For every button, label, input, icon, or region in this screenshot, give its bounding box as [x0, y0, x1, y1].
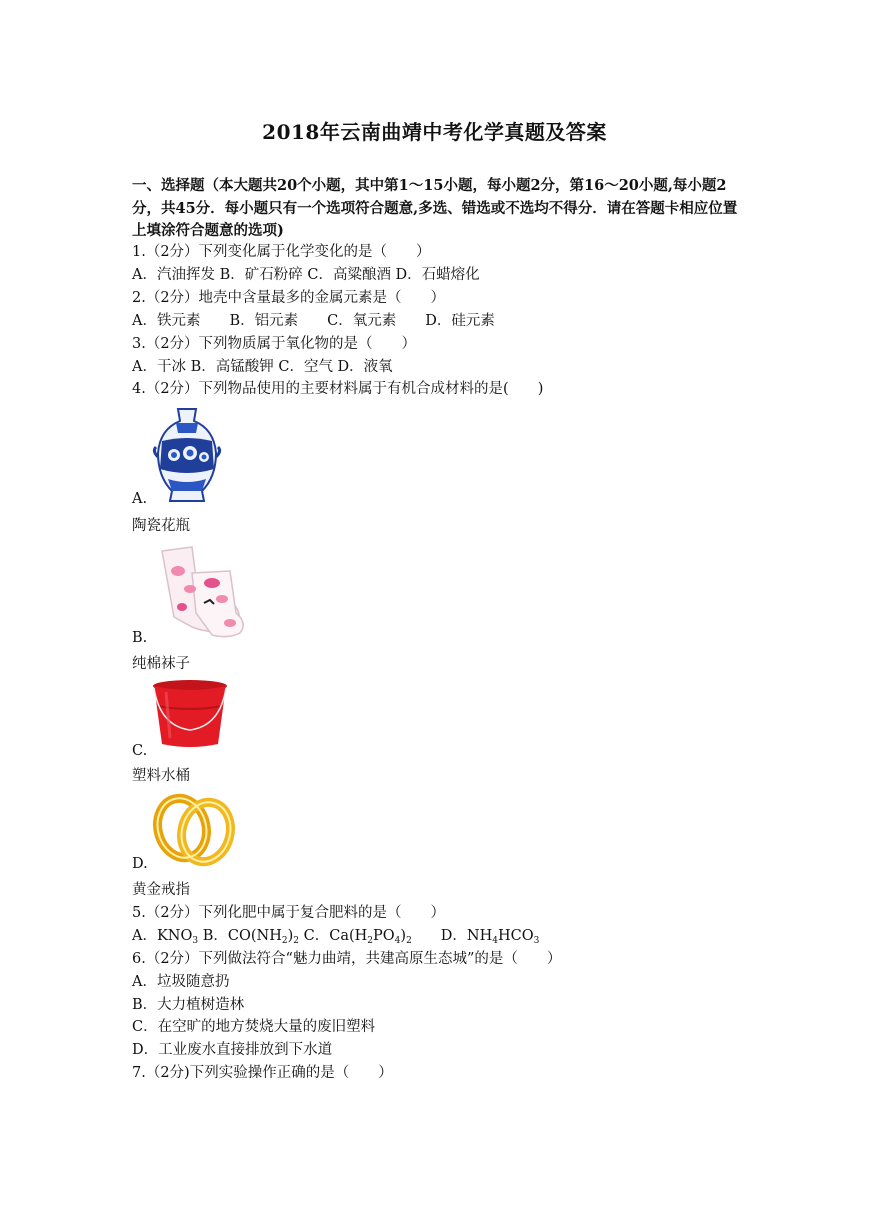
gold-rings-image	[152, 792, 238, 868]
q4-option-a-caption: 陶瓷花瓶	[132, 518, 190, 534]
q4-option-c-caption: 塑料水桶	[132, 768, 190, 784]
q5-option-b-subscript-2: 2	[293, 936, 300, 946]
q5-option-a-subscript: 3	[192, 936, 199, 946]
q4-option-b-letter: B.	[132, 630, 148, 646]
q3-options: A．干冰 B．高锰酸钾 C．空气 D．液氧	[132, 359, 393, 375]
q5-option-c-subscript-3: 2	[406, 936, 412, 946]
q5-option-b: B．CO(NH	[198, 928, 282, 944]
q5-option-c-subscript-2: 4	[394, 936, 401, 946]
section-heading: 一、选择题（本大题共20个小题，其中第1～15小题，每小题2分，第16～20小题,每小题2分，共45分．每小题只有一个选项符合题意,多选、错选或不选均不得分．请在答题卡相应位置上填涂符合题意的选项)	[132, 177, 738, 239]
q4-option-d-letter: D.	[132, 856, 148, 872]
cotton-socks-image	[152, 543, 252, 639]
q6-stem: 6.（2分）下列做法符合“魅力曲靖，共建高原生态城”的是（ ）	[132, 951, 562, 967]
q1-options: A．汽油挥发 B．矿石粉碎 C．高粱酿酒 D．石蜡熔化	[132, 267, 480, 283]
q5-option-b-subscript-1: 2	[281, 936, 288, 946]
q5-stem: 5.（2分）下列化肥中属于复合肥料的是（ ）	[132, 905, 446, 921]
q4-stem: 4.（2分）下列物品使用的主要材料属于有机合成材料的是( )	[132, 381, 544, 397]
q2-options: A．铁元素 B．铝元素 C．氧元素 D．硅元素	[132, 313, 495, 329]
q2-stem: 2.（2分）地壳中含量最多的金属元素是（ ）	[132, 290, 446, 306]
q5-option-d: D．NH	[411, 928, 493, 944]
q6-option-a: A．垃圾随意扔	[132, 974, 230, 990]
q3-stem: 3.（2分）下列物质属于氧化物的是（ ）	[132, 336, 417, 352]
q4-option-c-letter: C.	[132, 743, 148, 759]
q6-option-c: C．在空旷的地方焚烧大量的废旧塑料	[132, 1019, 376, 1035]
q6-option-d: D．工业废水直接排放到下水道	[132, 1042, 333, 1058]
q6-option-b: B．大力植树造林	[132, 997, 245, 1013]
q1-stem: 1.（2分）下列变化属于化学变化的是（ ）	[132, 244, 431, 260]
q4-option-d-caption: 黄金戒指	[132, 882, 190, 898]
q5-option-c-end: )	[400, 928, 407, 944]
q4-option-b-caption: 纯棉袜子	[132, 656, 190, 672]
q5-option-a: A．KNO	[132, 928, 193, 944]
q5-option-d-subscript-2: 3	[533, 936, 540, 946]
q5-options	[132, 926, 539, 951]
page-title: 2018年云南曲靖中考化学真题及答案	[262, 120, 607, 144]
q7-stem: 7.（2分)下列实验操作正确的是（ ）	[132, 1065, 393, 1081]
q5-option-d-mid: HCO	[498, 928, 534, 944]
q5-option-c-subscript-1: 2	[367, 936, 373, 946]
plastic-bucket-image	[150, 678, 230, 750]
porcelain-vase-image	[152, 407, 222, 503]
q5-option-b-mid: )	[287, 928, 294, 944]
q5-option-d-subscript-1: 4	[492, 936, 498, 946]
q4-option-a-letter: A.	[132, 491, 148, 507]
q5-option-c: C．Ca(H	[299, 928, 368, 944]
q5-option-c-mid: PO	[373, 928, 395, 944]
